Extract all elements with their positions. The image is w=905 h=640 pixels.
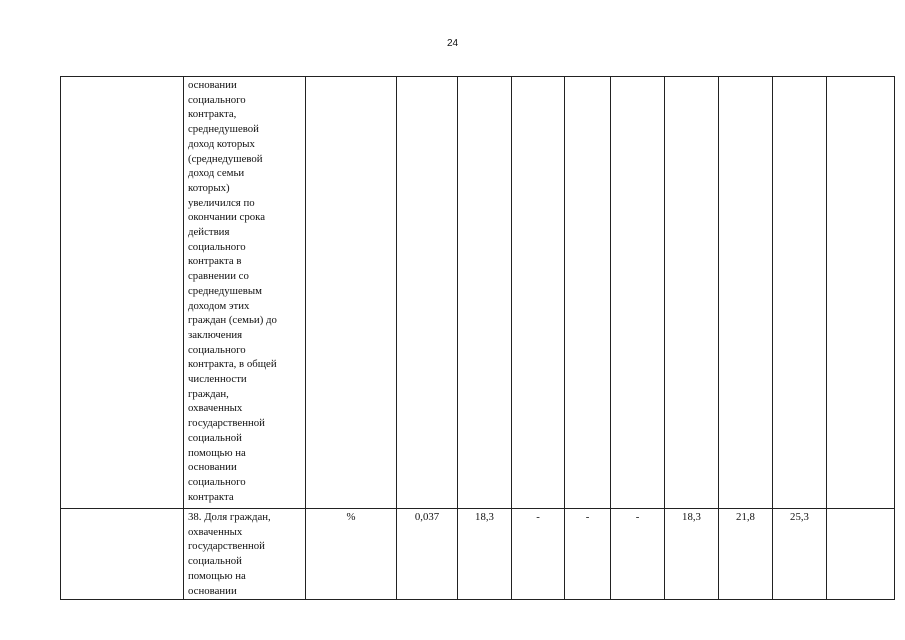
value-cell [665,77,719,509]
description-line: помощью на [188,569,246,582]
description-line: контракта, в общей [188,358,277,371]
description-line: сравнении со [188,270,249,283]
description-line: действия [188,226,230,239]
description-line: численности [188,373,247,386]
description-line: социального [188,93,246,106]
indicator-description [188,510,301,598]
description-line: граждан (семьи) до [188,314,277,327]
description-line: граждан, [188,387,229,400]
description-line: охваченных [188,525,243,538]
indicator-table [60,76,895,600]
value-cell: - [565,509,611,600]
table-row [61,77,895,509]
unit-cell: % [306,509,397,600]
description-line: контракта [188,490,234,503]
value-cell: 18,3 [458,509,512,600]
description-line: среднедушевой [188,123,259,136]
value-cell: 25,3 [773,509,827,600]
description-line: окончании срока [188,211,265,224]
value-cell [458,77,512,509]
empty-cell [61,509,184,600]
value-cell [512,77,565,509]
table-row [61,509,895,600]
value-cell [773,77,827,509]
description-line: которых) [188,181,230,194]
page-number: 24 [446,38,459,49]
description-line: среднедушевым [188,284,262,297]
description-line: государственной [188,417,265,430]
base-value-cell: 0,037 [397,509,458,600]
description-line: социального [188,475,246,488]
indicator-description-cell [184,509,306,600]
description-line: доходом этих [188,299,250,312]
description-line: основании [188,584,237,597]
value-cell: - [512,509,565,600]
base-value-cell [397,77,458,509]
description-line: охваченных [188,402,243,415]
value-cell: - [611,509,665,600]
value-cell: 18,3 [665,509,719,600]
description-line: основании [188,79,237,91]
value-cell [611,77,665,509]
indicator-description [188,78,301,504]
description-line: государственной [188,540,265,553]
value-cell [565,77,611,509]
description-line: доход которых [188,137,255,150]
description-line: доход семьи [188,167,245,180]
description-line: помощью на [188,446,246,459]
description-line: 38. Доля граждан, [188,511,271,523]
indicator-description-cell [184,77,306,509]
value-cell [827,77,895,509]
description-line: социального [188,240,246,253]
description-line: социальной [188,431,242,444]
description-line: (среднедушевой [188,152,263,165]
empty-cell [61,77,184,509]
unit-cell [306,77,397,509]
description-line: увеличился по [188,196,255,209]
description-line: социального [188,343,246,356]
value-cell [719,77,773,509]
description-line: основании [188,461,237,474]
description-line: социальной [188,555,242,568]
description-line: контракта, [188,108,237,121]
description-line: заключения [188,328,243,341]
description-line: контракта в [188,255,242,268]
value-cell [827,509,895,600]
value-cell: 21,8 [719,509,773,600]
